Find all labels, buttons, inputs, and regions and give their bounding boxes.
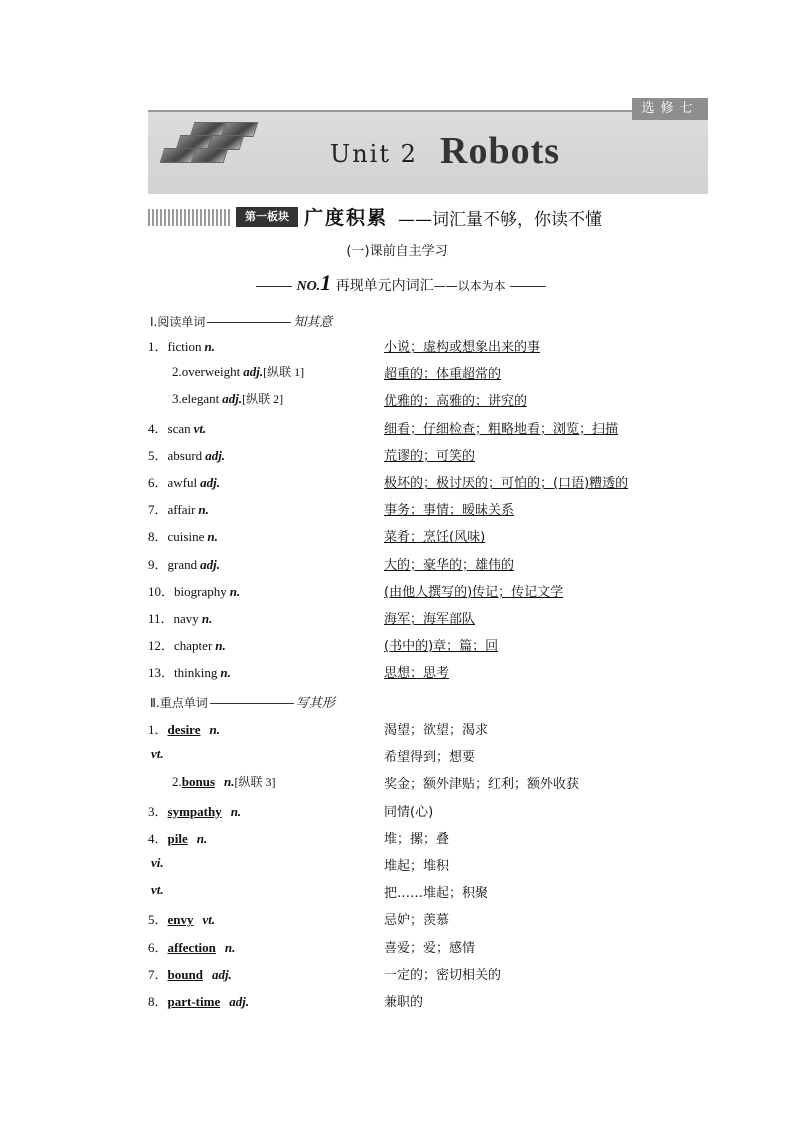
vocab-meaning: 把……堆起；积聚	[384, 886, 489, 902]
vocab-pos: n.	[224, 939, 236, 955]
vocab-entry	[148, 472, 220, 491]
part2-heading	[150, 692, 335, 711]
vocab-row	[148, 608, 668, 628]
vocab-pos: n.	[201, 611, 213, 626]
vocab-meaning: 事务；事情；暧昧关系	[384, 503, 515, 519]
vocab-entry	[148, 991, 249, 1010]
vocab-pos: adj.	[229, 994, 250, 1009]
vocab-word: navy	[173, 611, 199, 626]
vocab-number: 1．	[148, 722, 168, 737]
vocab-row	[148, 581, 668, 601]
section-stripes	[148, 209, 232, 226]
vocab-word: desire	[167, 722, 201, 737]
vocab-number: 1．	[148, 339, 168, 354]
section-subtitle: ——词汇量不够，你读不懂	[398, 210, 602, 230]
vocab-number: 2.	[172, 774, 182, 790]
vocab-row	[148, 418, 668, 438]
vocab-number: 13．	[148, 665, 175, 681]
vocab-row	[148, 526, 668, 546]
vocab-number: 11．	[148, 611, 174, 626]
vocab-row	[148, 855, 668, 875]
vocab-meaning: 堆；摞；叠	[384, 831, 450, 847]
vocab-entry	[148, 608, 212, 627]
vocab-word: pile	[167, 830, 188, 846]
vocab-meaning: 大的；豪华的；雄伟的	[384, 557, 515, 573]
vocab-pos: n.	[196, 830, 208, 846]
vocab-meaning: 荒谬的；可笑的	[384, 448, 476, 464]
vocab-meaning: (书中的)章；篇；回	[384, 639, 499, 655]
vocab-number: 6．	[148, 939, 168, 955]
vocab-meaning: 优雅的；高雅的；讲究的	[384, 394, 528, 410]
vocab-entry	[148, 882, 164, 898]
vocab-meaning: 忌妒；羡慕	[384, 913, 450, 929]
vocab-entry	[172, 773, 275, 790]
vocab-word: scan	[167, 420, 191, 436]
vocab-entry	[148, 526, 218, 545]
vocab-entry	[172, 390, 283, 407]
vocab-pos: n.	[207, 529, 218, 545]
vocab-row	[148, 746, 668, 766]
vocab-word: bound	[167, 966, 203, 982]
vocab-meaning: 堆起；堆积	[384, 859, 450, 874]
no1-number: 1	[320, 270, 332, 295]
vocab-row	[148, 554, 668, 574]
vocab-word: awful	[167, 475, 198, 490]
vocab-row	[148, 472, 668, 492]
vocab-meaning: 渴望；欲望；渴求	[384, 723, 489, 738]
vocab-meaning: (由他人撰写的)传记；传记文学	[384, 584, 564, 600]
vocab-entry	[148, 336, 215, 355]
vocab-entry	[148, 719, 220, 738]
vocab-entry	[148, 828, 207, 847]
part2-aim: 写其形	[295, 695, 335, 710]
vocab-pos: vt.	[151, 746, 164, 762]
vocab-row	[148, 773, 668, 793]
vocab-pos: adj.	[222, 391, 243, 407]
vocab-row	[148, 964, 668, 984]
vocab-row	[148, 662, 668, 682]
vocab-number: 9．	[148, 556, 168, 572]
vocab-pos: vt.	[202, 912, 216, 928]
part1-heading	[150, 311, 332, 330]
vocab-entry	[148, 554, 220, 573]
vocab-row	[148, 499, 668, 519]
vocab-entry	[148, 746, 164, 762]
vocab-word: elegant	[181, 391, 220, 407]
vocab-word: thinking	[174, 665, 218, 681]
no1-title: 再现单元内词汇	[335, 278, 434, 294]
vocab-pos: n.	[204, 339, 215, 354]
vocab-entry	[148, 499, 209, 518]
part1-label: Ⅰ.阅读单词	[150, 315, 206, 329]
vocab-entry	[148, 418, 206, 437]
section-subhead: (一)课前自主学习	[346, 244, 448, 259]
vocab-row	[148, 882, 668, 902]
banner-image-icon	[158, 122, 253, 162]
vocab-meaning: 奖金；额外津贴；红利；额外收获	[384, 777, 580, 793]
vocab-entry	[172, 363, 304, 380]
vocab-entry	[148, 635, 226, 654]
vocab-meaning: 希望得到；想要	[384, 750, 476, 766]
vocab-meaning: 超重的；体重超常的	[384, 367, 502, 383]
vocab-number: 10．	[148, 583, 175, 599]
vocab-meaning: 细看；仔细检查；粗略地看；浏览；扫描	[384, 421, 619, 437]
vocab-ref: [纵联 2]	[242, 392, 284, 407]
vocab-word: cuisine	[167, 529, 205, 545]
vocab-word: envy	[167, 912, 194, 928]
vocab-meaning: 极坏的；极讨厌的；可怕的；(口语)糟透的	[384, 476, 629, 491]
vocab-pos: vt.	[193, 420, 207, 436]
vocab-entry	[148, 445, 225, 464]
vocab-number: 3.	[172, 391, 182, 407]
vocab-number: 8．	[148, 994, 168, 1009]
vocab-ref: [纵联 3]	[234, 775, 276, 790]
vocab-pos: vi.	[151, 855, 164, 870]
vocab-pos: adj.	[200, 475, 220, 490]
vocab-number: 7．	[148, 966, 168, 982]
vocab-meaning: 小说；虚构或想象出来的事	[384, 340, 541, 355]
vocab-entry	[148, 909, 215, 928]
vocab-number: 3．	[148, 803, 168, 819]
vocab-number: 2.	[172, 364, 182, 380]
vocab-entry	[148, 937, 235, 956]
vocab-row	[148, 363, 668, 383]
vocab-pos: n.	[229, 583, 241, 599]
vocab-pos: adj.	[205, 447, 226, 463]
no1-prefix: NO.	[296, 279, 321, 294]
vocab-number: 4．	[148, 830, 168, 846]
vocab-pos: vt.	[151, 882, 164, 898]
no1-subtitle: ——以本为本	[433, 279, 506, 293]
vocab-pos: adj.	[211, 966, 232, 982]
vocab-row	[148, 445, 668, 465]
vocab-row	[148, 909, 668, 929]
vocab-entry	[148, 801, 241, 820]
vocab-row	[148, 719, 668, 739]
vocab-word: chapter	[174, 638, 213, 654]
vocab-meaning: 一定的；密切相关的	[384, 967, 502, 983]
vocab-meaning: 兼职的	[384, 995, 424, 1010]
vocab-row	[148, 828, 668, 848]
vocab-word: biography	[174, 583, 227, 599]
vocab-meaning: 同情(心)	[384, 804, 434, 820]
book-tag: 选修七	[632, 98, 708, 120]
vocab-row	[148, 991, 668, 1011]
no1-heading	[256, 270, 546, 296]
vocab-meaning: 喜爱；爱；感情	[384, 940, 476, 956]
vocab-word: fiction	[167, 339, 202, 354]
vocab-word: affection	[167, 939, 216, 955]
vocab-meaning: 海军；海军部队	[384, 612, 476, 627]
vocab-word: absurd	[167, 447, 203, 463]
vocab-row	[148, 336, 668, 356]
vocab-entry	[148, 581, 240, 600]
vocab-word: grand	[167, 556, 198, 572]
vocab-pos: adj.	[200, 556, 220, 572]
vocab-entry	[148, 855, 164, 871]
vocab-number: 4．	[148, 420, 168, 436]
vocab-ref: [纵联 1]	[263, 365, 305, 380]
vocab-meaning: 思想；思考	[384, 666, 450, 682]
vocab-word: overweight	[181, 364, 241, 380]
vocab-number: 5．	[148, 912, 168, 928]
vocab-row	[148, 390, 668, 410]
section-tag: 第一板块	[236, 207, 298, 227]
vocab-pos: n.	[230, 803, 242, 819]
vocab-entry	[148, 964, 232, 983]
vocab-number: 6．	[148, 475, 168, 490]
vocab-number: 8．	[148, 529, 168, 545]
vocab-row	[148, 801, 668, 821]
vocab-number: 7．	[148, 502, 168, 518]
section-title: 广度积累	[304, 207, 389, 229]
vocab-number: 5．	[148, 447, 168, 463]
vocab-pos: n.	[224, 774, 235, 790]
vocab-row	[148, 635, 668, 655]
vocab-pos: n.	[215, 638, 226, 654]
part1-aim: 知其意	[293, 314, 333, 329]
vocab-pos: n.	[198, 502, 209, 518]
vocab-pos: adj.	[243, 364, 264, 380]
vocab-pos: n.	[209, 722, 220, 737]
vocab-row	[148, 937, 668, 957]
vocab-entry	[148, 662, 231, 681]
vocab-word: part-time	[167, 994, 221, 1009]
vocab-pos: n.	[220, 665, 231, 681]
vocab-meaning: 菜肴；烹饪(风味)	[384, 530, 486, 546]
unit-number: Unit 2	[330, 140, 418, 168]
vocab-word: sympathy	[167, 803, 222, 819]
vocab-word: affair	[167, 502, 196, 518]
vocab-number: 12．	[148, 638, 175, 654]
part2-label: Ⅱ.重点单词	[150, 696, 208, 710]
unit-title: Robots	[440, 130, 561, 172]
vocab-word: bonus	[181, 774, 215, 790]
